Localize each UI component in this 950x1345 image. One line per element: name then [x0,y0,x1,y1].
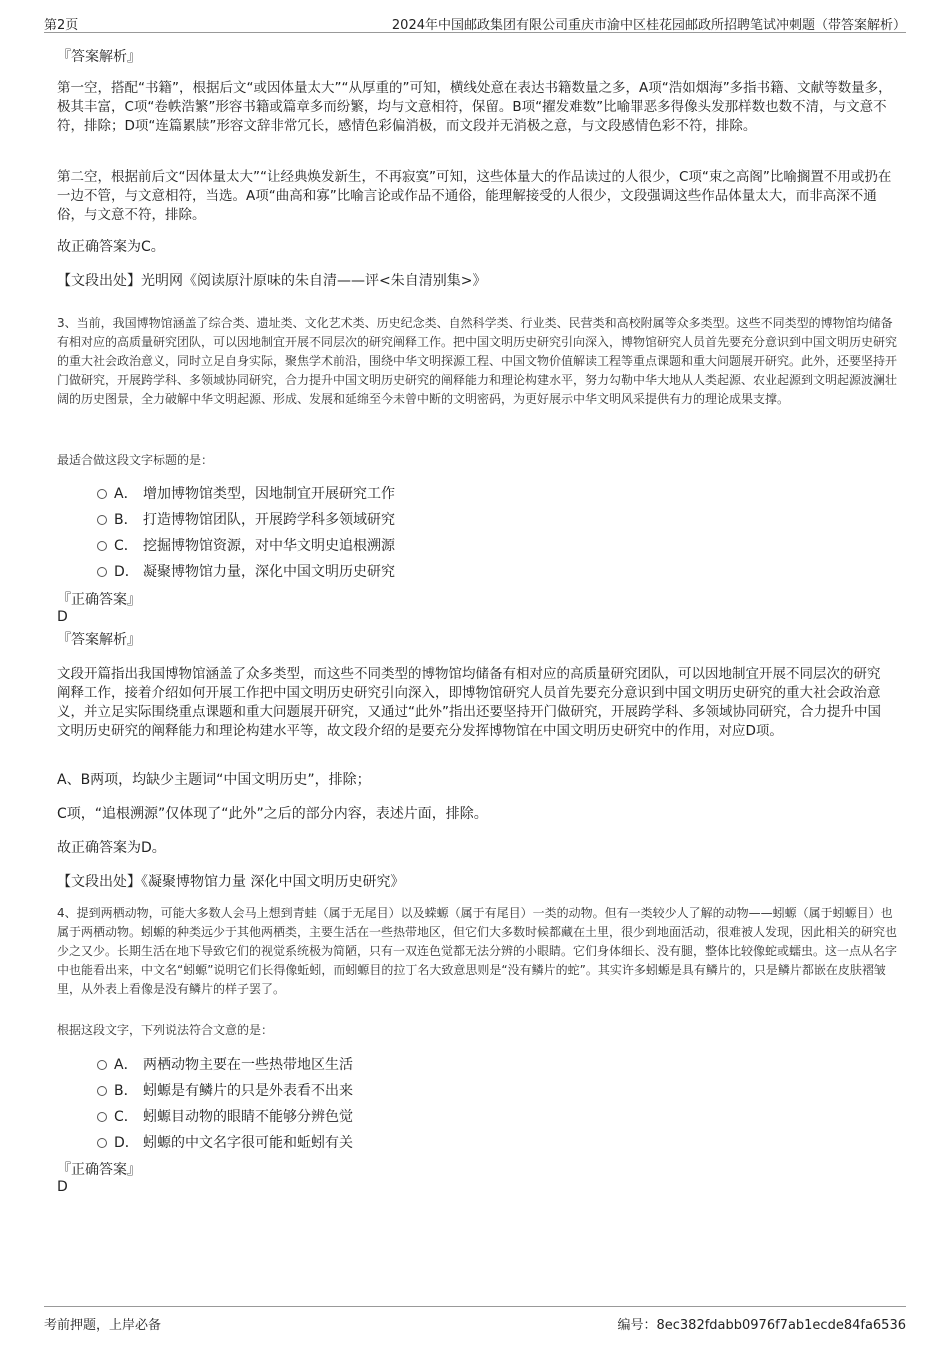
question-4-prompt: 根据这段文字，下列说法符合文意的是： [57,1023,274,1037]
q4-option-d[interactable]: D． 蚓螈的中文名字很可能和蚯蚓有关 [97,1133,353,1153]
radio-button[interactable] [97,541,107,551]
analysis-paragraph-1: 第一空，搭配“书籍”，根据后文“或因体量太大”“从厚重的”可知，横线处意在表达书籍数量之多，A项“浩如烟海”多指书籍、文献等数量多，极其丰富，C项“卷帙浩繁”形容书籍或篇章多而纷繁，均与文意相符，保留。B项“擢发难数”比喻罪恶多得像头发那样数也数不清，与文意不符，排除；D项“连篇累牍”形容文辞非常冗长，感情色彩偏消极，而文段并无消极之意，与文段感情色彩不符，排除。 [57,80,892,134]
q4-option-b[interactable]: B． 蚓螈是有鳞片的只是外表看不出来 [97,1081,353,1101]
q4-option-a[interactable]: A． 两栖动物主要在一些热带地区生活 [97,1055,353,1075]
q4-option-c[interactable]: C． 蚓螈目动物的眼睛不能够分辨色觉 [97,1107,353,1127]
page-number: 第2页 [44,18,79,33]
option-text: 蚓螈目动物的眼睛不能够分辨色觉 [143,1109,353,1125]
question-3-prompt: 最适合做这段文字标题的是： [57,453,214,467]
q4-correct-answer: D [57,1179,68,1195]
option-text: 凝聚博物馆力量，深化中国文明历史研究 [143,564,395,580]
analysis-conclusion: 故正确答案为C。 [57,239,165,255]
option-text: 打造博物馆团队，开展跨学科多领域研究 [143,512,395,528]
question-3-passage: 3、当前，我国博物馆涵盖了综合类、遗址类、文化艺术类、历史纪念类、自然科学类、行业类、民营类和高校附属等众多类型。这些不同类型的博物馆均储备有相对应的高质量研究团队，可以因地制宜开展不同层次的研究阐释工作。把中国文明历史研究引向深入，博物馆研究人员首先要充分意识到中国文明历史研究的重大社会政治意义，同时立足自身实际，聚焦学术前沿，围绕中华文明探源工程、中国文物价值解读工程等重点课题和重大问题展开研究。此外，还要坚持开门做研究，开展跨学科、多领域协同研究，合力提升中国文明历史研究的阐释能力和理论构建水平，努力勾勒中华大地从人类起源、农业起源到文明起源波澜壮阔的历史图景，全力破解中华文明起源、形成、发展和延绵至今未曾中断的文明密码，为更好展示中华文明风采提供有力的理论成果支撑。 [57,316,898,406]
footer-slogan: 考前押题，上岸必备 [44,1318,162,1333]
q3-option-d[interactable]: D． 凝聚博物馆力量，深化中国文明历史研究 [97,562,395,582]
analysis-paragraph-2: 第二空，根据前后文“因体量太大”“让经典焕发新生，不再寂寞”可知，这些体量大的作品读过的人很少，C项“束之高阁”比喻搁置不用或扔在一边不管，与文意相符，当选。A项“曲高和寡”比喻言论或作品不通俗，能理解接受的人很少，文段强调这些作品体量太大，而非高深不通俗，与文意不符，排除。 [57,169,892,223]
page-footer [44,1306,906,1331]
radio-button[interactable] [97,1138,107,1148]
q3-option-a[interactable]: A． 增加博物馆类型，因地制宜开展研究工作 [97,484,395,504]
q3-option-c[interactable]: C． 挖掘博物馆资源，对中华文明史追根溯源 [97,536,395,556]
option-text: 蚓螈的中文名字很可能和蚯蚓有关 [143,1135,353,1151]
q3-correct-answer: D [57,609,68,625]
q3-source: 【文段出处】《凝聚博物馆力量 深化中国文明历史研究》 [57,874,405,890]
q3-analysis-ab: A、B两项，均缺少主题词“中国文明历史”，排除； [57,772,371,788]
q3-analysis-c: C项，“追根溯源”仅体现了“此外”之后的部分内容，表述片面，排除。 [57,806,488,822]
q3-conclusion: 故正确答案为D。 [57,840,166,856]
option-text: 两栖动物主要在一些热带地区生活 [143,1057,353,1073]
q3-analysis: 文段开篇指出我国博物馆涵盖了众多类型，而这些不同类型的博物馆均储备有相对应的高质量研究团队，可以因地制宜开展不同层次的研究阐释工作，接着介绍如何开展工作把中国文明历史研究引向深入，即博物馆研究人员首先要充分意识到中国文明历史研究的重大社会政治意义，并立足实际围绕重点课题和重大问题展开研究，又通过“此外”指出还要坚持开门做研究，开展跨学科、多领域协同研究，合力提升中国文明历史研究的阐释能力和理论构建水平等，故文段介绍的是要充分发挥博物馆在中国文明历史研究中的作用，对应D项。 [57,666,881,739]
radio-button[interactable] [97,1060,107,1070]
q3-option-b[interactable]: B． 打造博物馆团队，开展跨学科多领域研究 [97,510,395,530]
radio-button[interactable] [97,1112,107,1122]
option-text: 增加博物馆类型，因地制宜开展研究工作 [143,486,395,502]
passage-source: 【文段出处】光明网《阅读原汁原味的朱自清——评<朱自清别集>》 [57,273,487,289]
document-title: 2024年中国邮政集团有限公司重庆市渝中区桂花园邮政所招聘笔试冲刺题（带答案解析） [391,18,906,33]
option-text: 蚓螈是有鳞片的只是外表看不出来 [143,1083,353,1099]
document-serial: 编号：8ec382fdabb0976f7ab1ecde84fa6536 [617,1318,906,1333]
radio-button[interactable] [97,1086,107,1096]
analysis-label: 『答案解析』 [57,49,141,65]
option-text: 挖掘博物馆资源，对中华文明史追根溯源 [143,538,395,554]
radio-button[interactable] [97,567,107,577]
q4-answer-label: 『正确答案』 [57,1162,141,1178]
question-4-passage: 4、提到两栖动物，可能大多数人会马上想到青蛙（属于无尾目）以及蝾螈（属于有尾目）一类的动物。但有一类较少人了解的动物——蚓螈（属于蚓螈目）也属于两栖动物。蚓螈的种类远少于其他两栖类，主要生活在一些热带地区，但它们大多数时候都藏在土里，很少到地面活动，很难被人发现，因此相关的研究也少之又少。长期生活在地下导致它们的视觉系统极为简陋，只有一双连色觉都无法分辨的小眼睛。它们身体细长、没有腿，整体比较像蛇或蠕虫。这一点从名字中也能看出来，中文名“蚓螈”说明它们长得像蚯蚓，而蚓螈目的拉丁名大致意思则是“没有鳞片的蛇”。其实许多蚓螈是具有鳞片的，只是鳞片都嵌在皮肤褶皱里，从外表上看像是没有鳞片的样子罢了。 [57,906,898,996]
radio-button[interactable] [97,515,107,525]
q3-answer-label: 『正确答案』 [57,592,141,608]
radio-button[interactable] [97,489,107,499]
page-header [44,10,906,33]
q3-analysis-label: 『答案解析』 [57,632,141,648]
